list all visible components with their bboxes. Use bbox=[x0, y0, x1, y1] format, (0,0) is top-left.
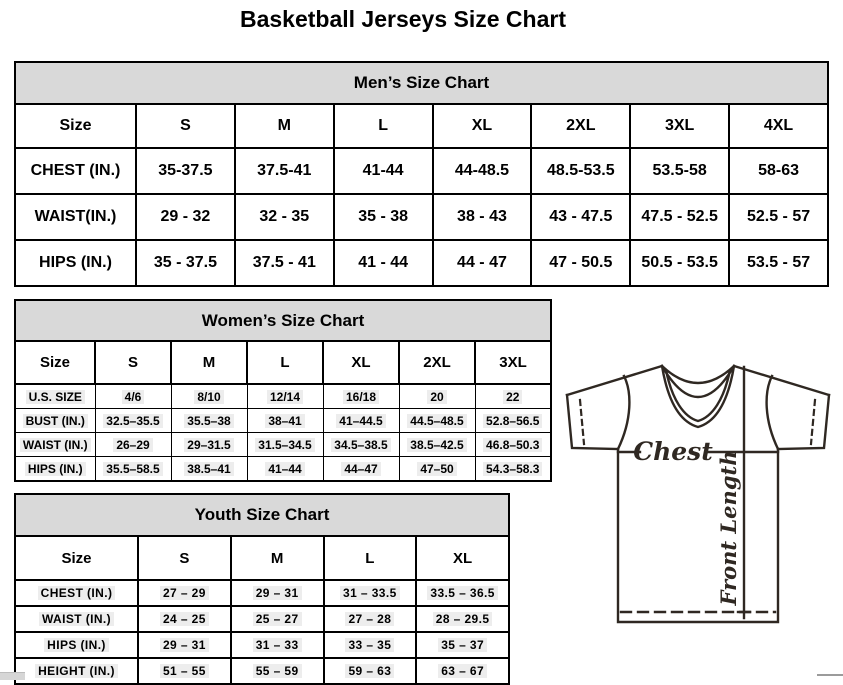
cell: 44-48.5 bbox=[433, 148, 532, 194]
cell: 35.5–58.5 bbox=[95, 457, 171, 482]
cell: 31.5–34.5 bbox=[247, 433, 323, 457]
cell: 32.5–35.5 bbox=[95, 409, 171, 433]
cell: 33.5 – 36.5 bbox=[416, 580, 509, 606]
cell: 59 – 63 bbox=[324, 658, 417, 684]
row-label: WAIST (IN.) bbox=[15, 433, 95, 457]
table-title-row bbox=[15, 494, 509, 536]
row-label: HIPS (IN.) bbox=[15, 632, 138, 658]
cell: 38 - 43 bbox=[433, 194, 532, 240]
cell: 41–44 bbox=[247, 457, 323, 482]
column-header: M bbox=[231, 536, 324, 580]
column-header: 4XL bbox=[729, 104, 828, 148]
cell: 55 – 59 bbox=[231, 658, 324, 684]
column-header: L bbox=[334, 104, 433, 148]
cell: 44 - 47 bbox=[433, 240, 532, 286]
table-title-row bbox=[15, 62, 828, 104]
row-label: HEIGHT (IN.) bbox=[15, 658, 138, 684]
cell: 53.5-58 bbox=[630, 148, 729, 194]
table-row bbox=[15, 409, 551, 433]
table-row bbox=[15, 457, 551, 482]
cell: 26–29 bbox=[95, 433, 171, 457]
cell: 4/6 bbox=[95, 384, 171, 409]
cell: 58-63 bbox=[729, 148, 828, 194]
cell: 54.3–58.3 bbox=[475, 457, 551, 482]
cell: 8/10 bbox=[171, 384, 247, 409]
chest-label: Chest bbox=[633, 437, 713, 466]
row-label: WAIST(IN.) bbox=[15, 194, 136, 240]
cell: 63 – 67 bbox=[416, 658, 509, 684]
cell: 35 - 38 bbox=[334, 194, 433, 240]
mens-size-table bbox=[14, 61, 829, 287]
table-row bbox=[15, 384, 551, 409]
table-header-row bbox=[15, 341, 551, 384]
cell: 33 – 35 bbox=[324, 632, 417, 658]
cell: 52.5 - 57 bbox=[729, 194, 828, 240]
cell: 44–47 bbox=[323, 457, 399, 482]
cell: 50.5 - 53.5 bbox=[630, 240, 729, 286]
column-header: 3XL bbox=[630, 104, 729, 148]
column-header: Size bbox=[15, 536, 138, 580]
table-row bbox=[15, 658, 509, 684]
cell: 32 - 35 bbox=[235, 194, 334, 240]
row-label: CHEST (IN.) bbox=[15, 148, 136, 194]
cell: 27 – 29 bbox=[138, 580, 231, 606]
column-header: 2XL bbox=[531, 104, 630, 148]
cell: 38–41 bbox=[247, 409, 323, 433]
jersey-outline bbox=[567, 366, 829, 622]
cell: 38.5–41 bbox=[171, 457, 247, 482]
cell: 44.5–48.5 bbox=[399, 409, 475, 433]
cell: 51 – 55 bbox=[138, 658, 231, 684]
column-header: M bbox=[171, 341, 247, 384]
row-label: BUST (IN.) bbox=[15, 409, 95, 433]
table-header-row bbox=[15, 536, 509, 580]
table-row bbox=[15, 580, 509, 606]
row-label: U.S. SIZE bbox=[15, 384, 95, 409]
table-row bbox=[15, 240, 828, 286]
womens-table-title: Women’s Size Chart bbox=[15, 300, 551, 341]
cell: 38.5–42.5 bbox=[399, 433, 475, 457]
cell: 43 - 47.5 bbox=[531, 194, 630, 240]
column-header: Size bbox=[15, 341, 95, 384]
table-row bbox=[15, 148, 828, 194]
cell: 41–44.5 bbox=[323, 409, 399, 433]
youth-size-table bbox=[14, 493, 510, 685]
womens-size-table bbox=[14, 299, 552, 482]
scrollbar-fragment-right bbox=[817, 674, 843, 676]
front-length-label: Front Length bbox=[716, 450, 741, 606]
cell: 29–31.5 bbox=[171, 433, 247, 457]
cell: 31 – 33.5 bbox=[324, 580, 417, 606]
column-header: 3XL bbox=[475, 341, 551, 384]
cell: 35 - 37.5 bbox=[136, 240, 235, 286]
jersey-diagram bbox=[552, 360, 843, 672]
cell: 52.8–56.5 bbox=[475, 409, 551, 433]
column-header: Size bbox=[15, 104, 136, 148]
cell: 16/18 bbox=[323, 384, 399, 409]
cell: 41 - 44 bbox=[334, 240, 433, 286]
cell: 47 - 50.5 bbox=[531, 240, 630, 286]
cell: 48.5-53.5 bbox=[531, 148, 630, 194]
column-header: S bbox=[136, 104, 235, 148]
cell: 46.8–50.3 bbox=[475, 433, 551, 457]
row-label: HIPS (IN.) bbox=[15, 240, 136, 286]
table-header-row bbox=[15, 104, 828, 148]
cell: 47–50 bbox=[399, 457, 475, 482]
cell: 53.5 - 57 bbox=[729, 240, 828, 286]
column-header: L bbox=[247, 341, 323, 384]
cell: 47.5 - 52.5 bbox=[630, 194, 729, 240]
mens-table-title: Men’s Size Chart bbox=[15, 62, 828, 104]
cell: 27 – 28 bbox=[324, 606, 417, 632]
cell: 29 - 32 bbox=[136, 194, 235, 240]
cell: 29 – 31 bbox=[138, 632, 231, 658]
row-label: HIPS (IN.) bbox=[15, 457, 95, 482]
cell: 41-44 bbox=[334, 148, 433, 194]
cell: 34.5–38.5 bbox=[323, 433, 399, 457]
table-row bbox=[15, 433, 551, 457]
column-header: XL bbox=[433, 104, 532, 148]
column-header: L bbox=[324, 536, 417, 580]
cell: 24 – 25 bbox=[138, 606, 231, 632]
column-header: S bbox=[95, 341, 171, 384]
row-label: CHEST (IN.) bbox=[15, 580, 138, 606]
cell: 37.5-41 bbox=[235, 148, 334, 194]
page-title: Basketball Jerseys Size Chart bbox=[239, 6, 566, 32]
cell: 35.5–38 bbox=[171, 409, 247, 433]
cell: 25 – 27 bbox=[231, 606, 324, 632]
cell: 28 – 29.5 bbox=[416, 606, 509, 632]
cell: 20 bbox=[399, 384, 475, 409]
cell: 31 – 33 bbox=[231, 632, 324, 658]
cell: 35-37.5 bbox=[136, 148, 235, 194]
column-header: XL bbox=[323, 341, 399, 384]
measurement-lines bbox=[618, 367, 778, 618]
cell: 12/14 bbox=[247, 384, 323, 409]
row-label: WAIST (IN.) bbox=[15, 606, 138, 632]
column-header: XL bbox=[416, 536, 509, 580]
column-header: 2XL bbox=[399, 341, 475, 384]
table-row bbox=[15, 194, 828, 240]
cell: 37.5 - 41 bbox=[235, 240, 334, 286]
table-row bbox=[15, 606, 509, 632]
column-header: M bbox=[235, 104, 334, 148]
cell: 29 – 31 bbox=[231, 580, 324, 606]
youth-table-title: Youth Size Chart bbox=[15, 494, 509, 536]
column-header: S bbox=[138, 536, 231, 580]
cell: 22 bbox=[475, 384, 551, 409]
table-title-row bbox=[15, 300, 551, 341]
cell: 35 – 37 bbox=[416, 632, 509, 658]
table-row bbox=[15, 632, 509, 658]
